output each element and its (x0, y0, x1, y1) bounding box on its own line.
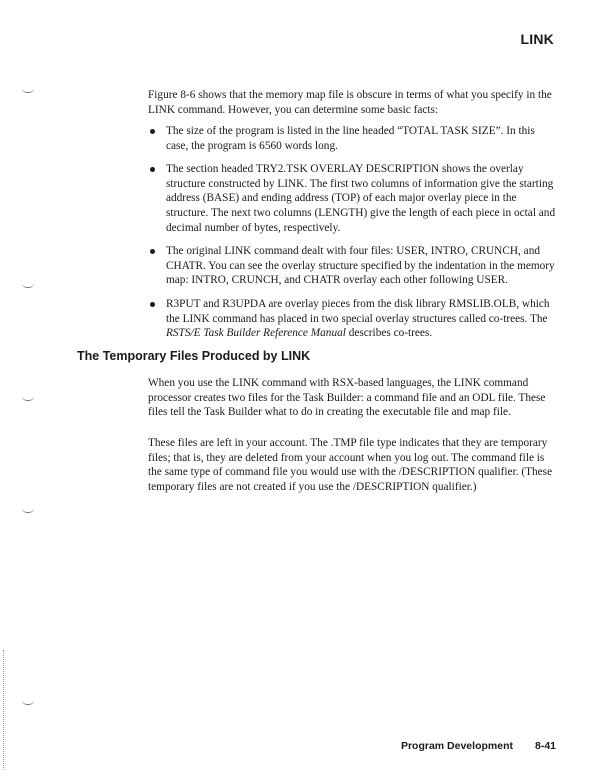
binding-hole-mark (22, 396, 34, 401)
binding-hole-mark (22, 508, 34, 513)
binding-hole-mark (22, 283, 34, 288)
bullet-item (148, 297, 558, 341)
section-heading: The Temporary Files Produced by LINK (77, 349, 311, 363)
binding-hole-mark (22, 700, 34, 705)
bullet-text: The section headed TRY2.TSK OVERLAY DESCRIPTION shows the overlay structure constructed by LINK. The first two columns of information give the starting address (BASE) and ending address (TOP) of each major overlay piece in the structure. The next two columns (LENGTH) give the length of each piece in octal and decimal number of bytes, respectively. (166, 163, 556, 234)
bullet-dot-icon (150, 249, 155, 254)
facts-bullet-list (148, 124, 558, 350)
manual-title-italic: RSTS/E Task Builder Reference Manual (166, 327, 346, 340)
binding-hole-mark (22, 88, 34, 93)
bullet-dot-icon (150, 167, 155, 172)
bullet-text (166, 298, 550, 339)
bullet-dot-icon (150, 129, 155, 134)
bullet-dot-icon (150, 302, 155, 307)
running-header-title: LINK (520, 31, 554, 47)
page-number: 8-41 (534, 740, 556, 752)
bullet-text-part: R3PUT and R3UPDA are overlay pieces from the disk library RMSLIB.OLB, which the LINK command has placed in two special overlay structures called co-trees. The (166, 297, 550, 325)
bullet-item (148, 124, 558, 153)
bullet-text: The size of the program is listed in the line headed “TOTAL TASK SIZE”. In this case, the program is 6560 words long. (166, 125, 535, 152)
intro-paragraph: Figure 8-6 shows that the memory map file is obscure in terms of what you specify in the LINK command. However, you can determine some basic facts: (148, 89, 552, 116)
section-paragraph: When you use the LINK command with RSX-based languages, the LINK command processor creates two files for the Task Builder: a command file and an ODL file. These files tell the Task Builder what to do in creating the executable file and map file. (148, 377, 546, 419)
bullet-text: The original LINK command dealt with four files: USER, INTRO, CRUNCH, and CHATR. You can see the overlay structure specified by the indentation in the memory map: INTRO, CRUNCH, and CHATR overlay each other following USER. (166, 245, 555, 287)
page-footer (401, 740, 556, 752)
scan-edge-line (3, 650, 5, 770)
bullet-item (148, 244, 558, 288)
section-paragraph: These files are left in your account. The .TMP file type indicates that they are temporary files; that is, they are deleted from your account when you log out. The command file is the same type of command file you would use with the /DESCRIPTION qualifier. (These temporary files are not created if you use the /DESCRIPTION qualifier.) (148, 437, 553, 493)
bullet-text-part: describes co-trees. (345, 327, 433, 340)
bullet-item (148, 162, 558, 235)
footer-chapter: Program Development (400, 740, 513, 752)
